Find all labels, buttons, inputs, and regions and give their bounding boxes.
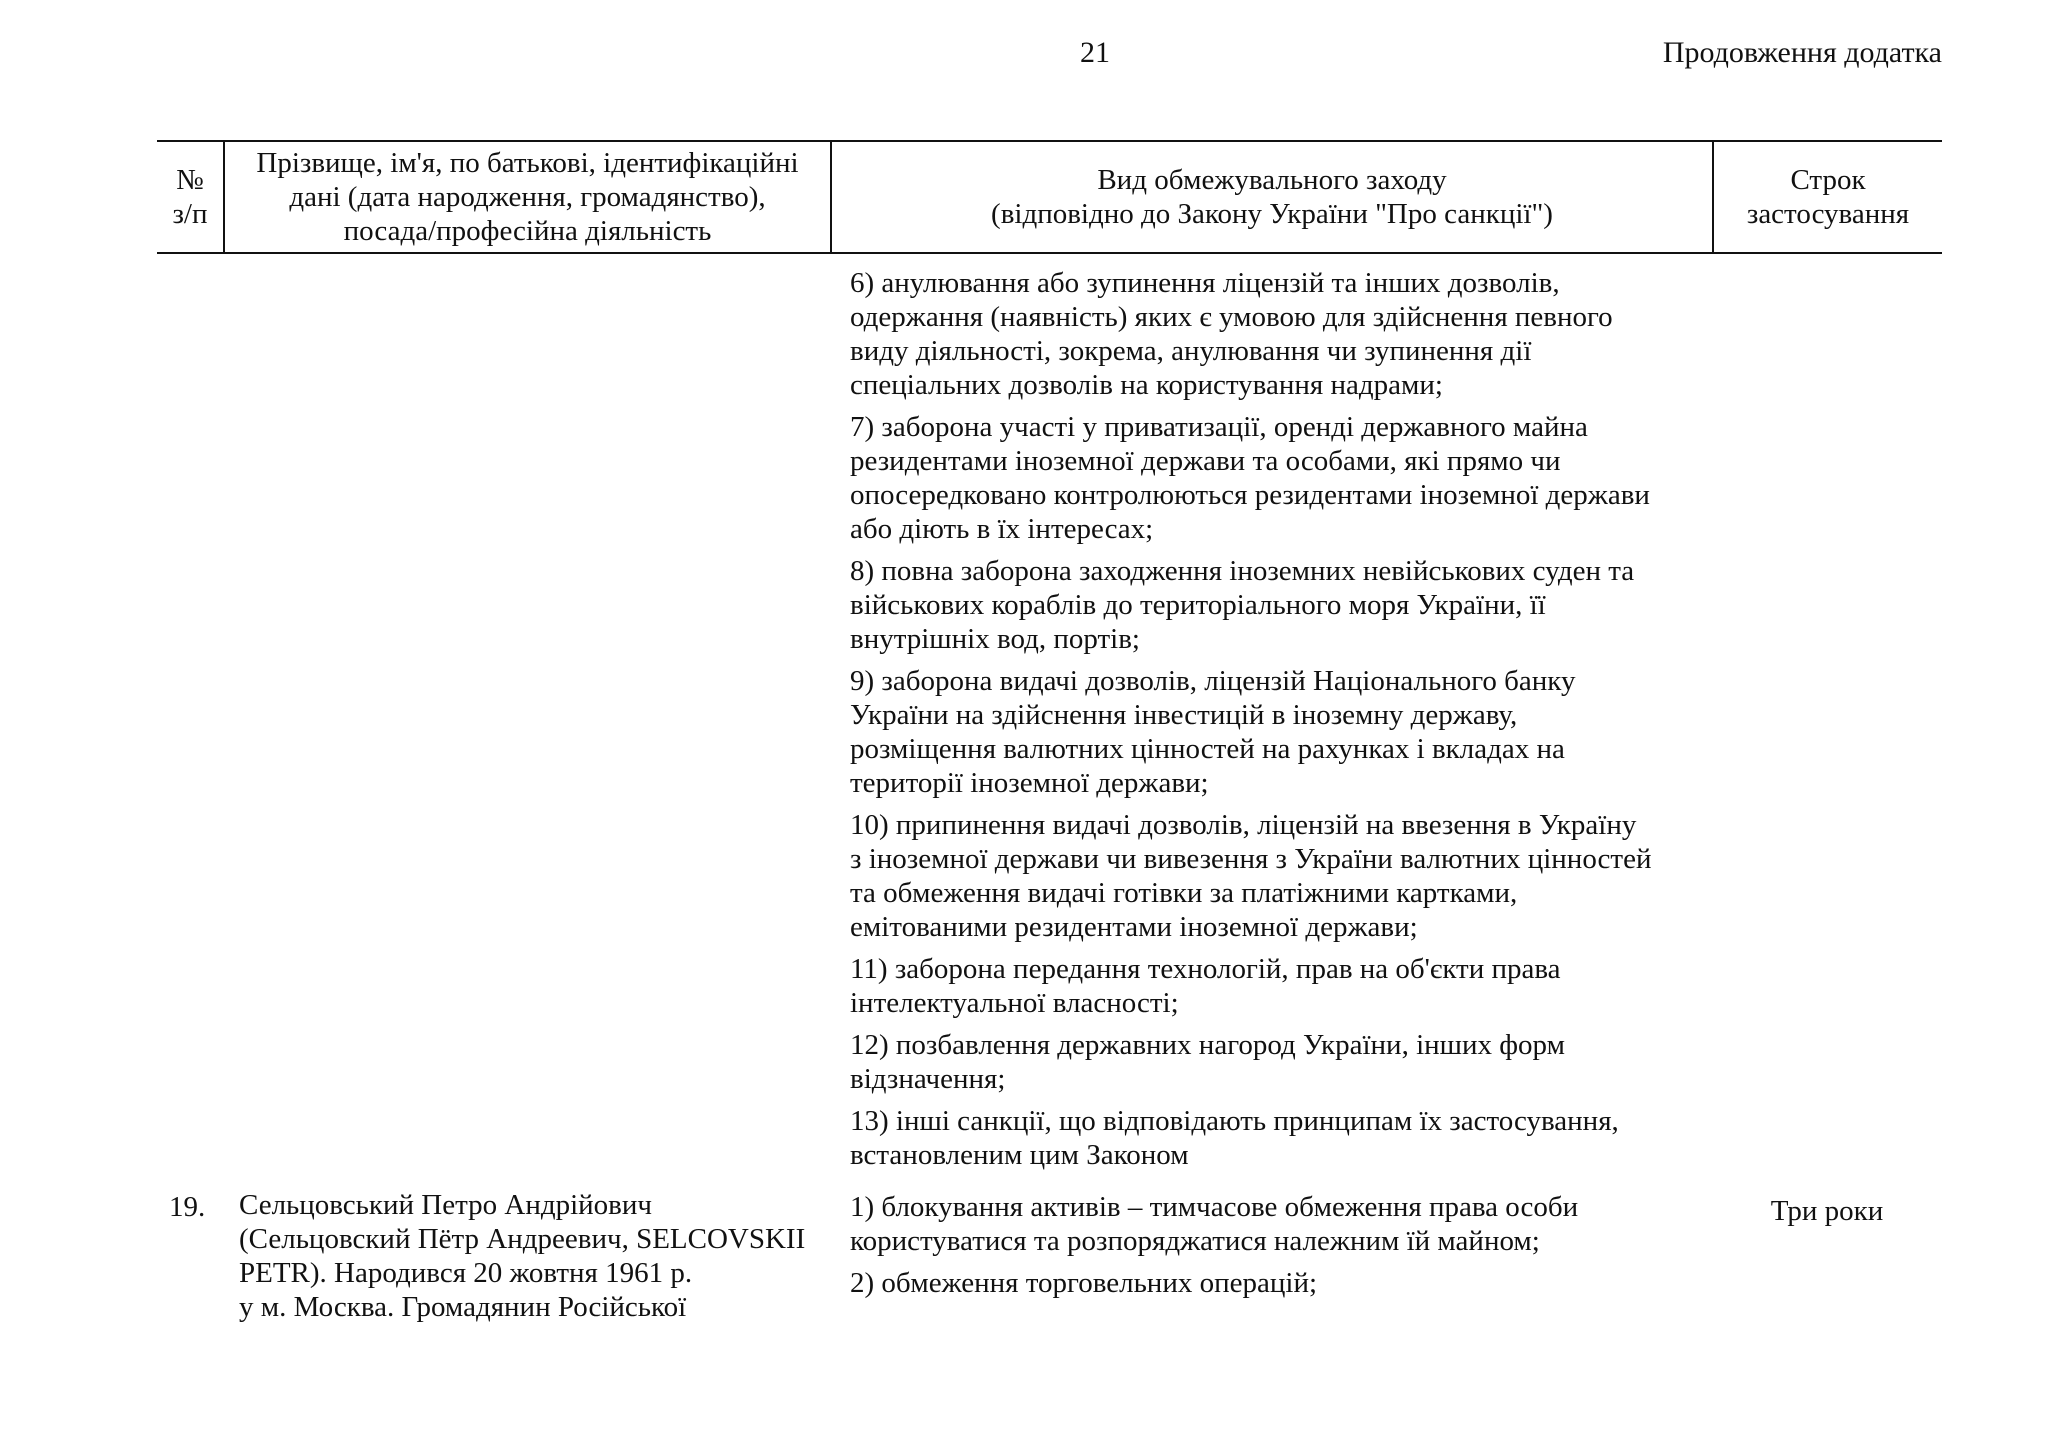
header-measure-line: (відповідно до Закону України "Про санкції") <box>991 198 1553 230</box>
header-num <box>157 142 223 252</box>
measure-line: резидентами іноземної держави та особами, які прямо чи <box>850 445 1561 477</box>
header-name <box>223 142 830 252</box>
person-line: PETR). Народився 20 жовтня 1961 р. <box>239 1257 693 1289</box>
measure-line: 7) заборона участі у приватизації, оренді державного майна <box>850 411 1588 443</box>
measure-line: 2) обмеження торговельних операцій; <box>850 1267 1318 1299</box>
sanctions-table <box>157 140 1942 1324</box>
measure-line: спеціальних дозволів на користування надрами; <box>850 369 1443 401</box>
measure-clause-11 <box>850 952 1706 1020</box>
measure-line: користуватися та розпоряджатися належним їй майном; <box>850 1225 1540 1257</box>
cell-num <box>157 266 223 1172</box>
measure-line: 6) анулювання або зупинення ліцензій та інших дозволів, <box>850 267 1560 299</box>
measure-line: одержання (наявність) яких є умовою для здійснення певного <box>850 301 1613 333</box>
continuation-label: Продовження додатка <box>1662 36 1942 69</box>
measure-line: 10) припинення видачі дозволів, ліцензій на ввезення в Україну <box>850 809 1637 841</box>
table-row-continued <box>157 254 1942 1172</box>
measure-line: та обмеження видачі готівки за платіжними картками, <box>850 877 1518 909</box>
measure-line: 8) повна заборона заходження іноземних невійськових суден та <box>850 555 1635 587</box>
measure-clause-2 <box>850 1266 1706 1300</box>
header-name-line: посада/професійна діяльність <box>343 215 712 247</box>
sanction-term: Три роки <box>1770 1195 1884 1227</box>
measure-clause-8 <box>850 554 1706 656</box>
header-measure-line: Вид обмежувального заходу <box>1097 164 1447 196</box>
page-number: 21 <box>1080 36 1110 69</box>
measure-line: встановленим цим Законом <box>850 1139 1189 1171</box>
measure-line: території іноземної держави; <box>850 767 1209 799</box>
measure-line: з іноземної держави чи вивезення з України валютних цінностей <box>850 843 1652 875</box>
header-term-line: застосування <box>1746 198 1910 230</box>
cell-measure <box>830 1190 1712 1324</box>
measure-line: 11) заборона передання технологій, прав на об'єкти права <box>850 953 1561 985</box>
measure-line: 9) заборона видачі дозволів, ліцензій Національного банку <box>850 665 1576 697</box>
header-num-line: з/п <box>172 198 208 230</box>
measure-line: військових кораблів до територіального моря України, її <box>850 589 1546 621</box>
person-details <box>157 1188 830 1324</box>
header-name-line: Прізвище, ім'я, по батькові, ідентифікаційні <box>256 147 799 179</box>
person-line: Сельцовський Петро Андрійович <box>239 1189 652 1221</box>
header-name-line: дані (дата народження, громадянство), <box>289 181 766 213</box>
measure-clause-1 <box>850 1190 1706 1258</box>
cell-measure <box>830 266 1712 1172</box>
measure-clause-7 <box>850 410 1706 546</box>
measure-line: України на здійснення інвестицій в іноземну державу, <box>850 699 1518 731</box>
cell-name <box>223 266 830 1172</box>
header-measure <box>830 142 1712 252</box>
person-line: у м. Москва. Громадянин Російської <box>239 1291 687 1323</box>
measure-line: опосередковано контролюються резидентами іноземної держави <box>850 479 1650 511</box>
measure-line: відзначення; <box>850 1063 1006 1095</box>
measure-line: 12) позбавлення державних нагород України, інших форм <box>850 1029 1565 1061</box>
row-number: 19. <box>169 1191 206 1223</box>
measure-line: 13) інші санкції, що відповідають принципам їх застосування, <box>850 1105 1619 1137</box>
measure-line: інтелектуальної власності; <box>850 987 1179 1019</box>
measure-line: емітованими резидентами іноземної держави; <box>850 911 1418 943</box>
measure-clause-10 <box>850 808 1706 944</box>
measure-clause-6 <box>850 266 1706 402</box>
header-term-line: Строк <box>1790 164 1866 196</box>
measure-clause-13 <box>850 1104 1706 1172</box>
measure-line: внутрішніх вод, портів; <box>850 623 1140 655</box>
person-line: (Сельцовский Пётр Андреевич, SELCOVSKII <box>239 1223 806 1255</box>
measure-line: або діють в їх інтересах; <box>850 513 1154 545</box>
table-row <box>157 1172 1942 1324</box>
header-num-line: № <box>176 164 204 196</box>
measure-line: розміщення валютних цінностей на рахунках і вкладах на <box>850 733 1565 765</box>
table-header <box>157 140 1942 254</box>
measure-clause-12 <box>850 1028 1706 1096</box>
measure-line: 1) блокування активів – тимчасове обмеження права особи <box>850 1191 1579 1223</box>
cell-term <box>1712 266 1942 1172</box>
header-term <box>1712 142 1942 252</box>
measure-clause-9 <box>850 664 1706 800</box>
measure-line: виду діяльності, зокрема, анулювання чи зупинення дії <box>850 335 1532 367</box>
